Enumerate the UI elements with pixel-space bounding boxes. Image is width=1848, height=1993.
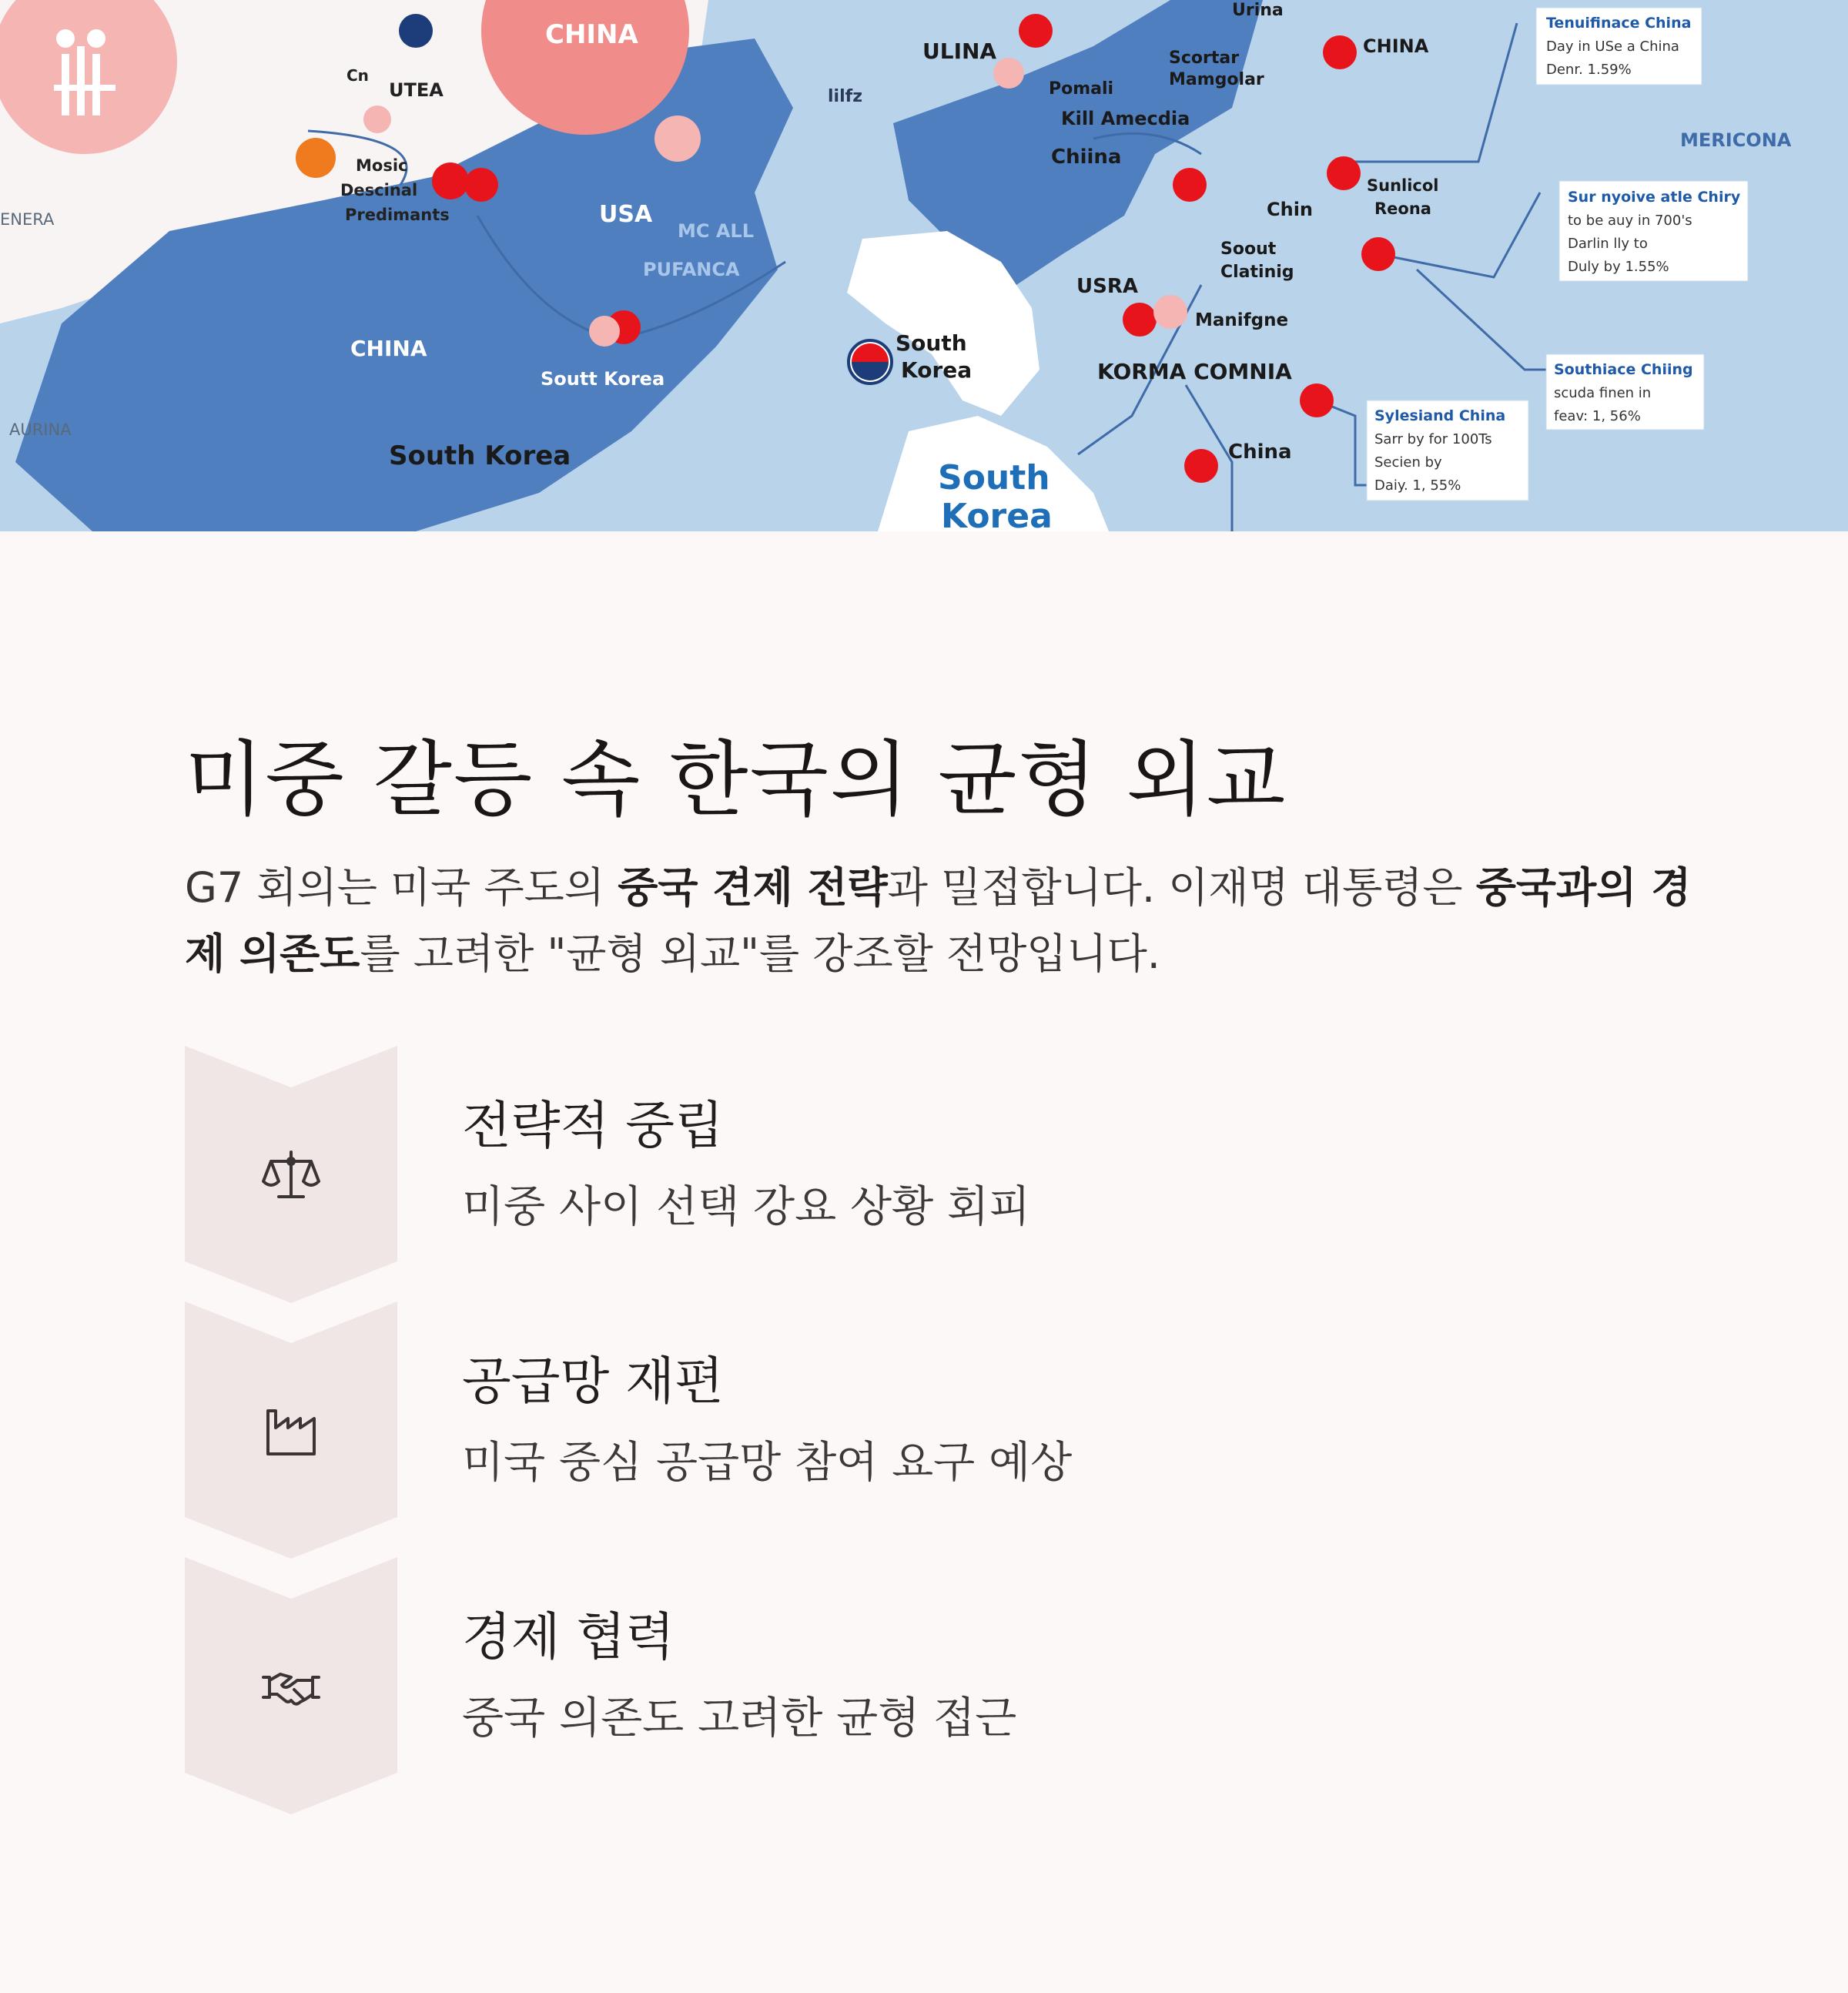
strategy-item-title: 전략적 중립 — [462, 1096, 724, 1155]
map-label-big-korea: Korea — [941, 497, 1053, 531]
map-label-kill-amecdia: Kill Amecdia — [1061, 108, 1190, 129]
map-label-clatinig: Clatinig — [1220, 263, 1294, 282]
chevron-badge — [185, 1557, 397, 1814]
map-label-south-korea-left: South Korea — [389, 440, 571, 471]
strategy-item-economic-cooperation — [185, 1557, 1694, 1814]
map-label-predimants: Predimants — [345, 206, 450, 224]
strategy-item-desc: 미국 중심 공급망 참여 요구 예상 — [462, 1438, 1073, 1488]
map-label-descinal: Descinal — [340, 181, 418, 199]
strategy-item-title: 공급망 재편 — [462, 1352, 724, 1411]
callout-1-line-2: Denr. 1.59% — [1546, 62, 1632, 78]
map-label-korea: Korea — [901, 357, 973, 383]
callout-3-line-1: scuda finen in — [1554, 385, 1652, 401]
map-label-usa: USA — [599, 201, 653, 228]
map-label-scortar: Scortar — [1169, 49, 1240, 68]
strategy-item-supply-chain — [185, 1301, 1694, 1559]
map-label-china-ne: CHINA — [1363, 35, 1429, 57]
map-callout-1 — [1536, 8, 1702, 85]
map-label-china-top: CHINA — [545, 19, 638, 50]
map-label-soutt-korea: Soutt Korea — [541, 368, 665, 390]
map-label-reona: Reona — [1374, 199, 1431, 218]
factory-icon — [260, 1400, 322, 1462]
callout-4-line-1: Sarr by for 100Ts — [1374, 431, 1492, 447]
map-label-pomali: Pomali — [1049, 79, 1114, 99]
map-label-manifgne: Manifgne — [1195, 310, 1289, 330]
strategy-item-desc: 중국 의존도 고려한 균형 접근 — [462, 1693, 1017, 1743]
callout-4-line-3: Daiy. 1, 55% — [1374, 477, 1461, 494]
strategy-item-desc: 미중 사이 선택 강요 상황 회피 — [462, 1182, 1031, 1232]
intro-text-2: 과 밀접합니다. 이재명 대통령은 — [887, 863, 1476, 912]
map-label-korma-comnia: KORMA COMNIA — [1097, 359, 1292, 384]
callout-3-line-2: feav: 1, 56% — [1554, 408, 1641, 424]
map-label-mc-all: MC ALL — [678, 220, 755, 242]
map-callout-4 — [1367, 400, 1528, 501]
callout-1-title: Tenuifinace China — [1546, 15, 1692, 32]
map-orange-dot — [296, 138, 336, 178]
callout-2-line-2: Darlin lly to — [1568, 236, 1648, 252]
map-label-cn: Cn — [346, 66, 369, 85]
map-label-china-left: CHINA — [350, 336, 427, 361]
intro-bold-1: 중국 견제 전략 — [618, 863, 888, 912]
callout-1-line-1: Day in USe a China — [1546, 39, 1679, 55]
map-label-chiina: Chiina — [1051, 146, 1122, 169]
chevron-badge — [185, 1046, 397, 1303]
callout-4-line-2: Secien by — [1374, 454, 1442, 471]
map-label-chin: Chin — [1267, 199, 1314, 220]
callout-2-line-1: to be auy in 700's — [1568, 213, 1692, 229]
callout-2-line-3: Duly by 1.55% — [1568, 259, 1669, 275]
map-label-mamgolar: Mamgolar — [1169, 70, 1264, 89]
intro-text-1: G7 회의는 미국 주도의 — [185, 863, 618, 912]
map-label-enera: ENERA — [0, 210, 55, 229]
map-label-lilfz: lilfz — [828, 87, 862, 106]
scale-icon — [260, 1144, 322, 1206]
intro-bold-2: 중국과의 경제 의존도 — [185, 863, 1692, 978]
strategy-item-title: 경제 협력 — [462, 1607, 675, 1666]
map-label-mericona: MERICONA — [1680, 129, 1792, 151]
callout-2-title: Sur nyoive atle Chiry — [1568, 189, 1741, 206]
map-label-big-south: South — [938, 458, 1050, 497]
page-title: 미중 갈등 속 한국의 균형 외교 — [185, 732, 1287, 827]
map-label-sunlicol: Sunlicol — [1367, 176, 1439, 195]
map-label-south: South — [896, 330, 967, 356]
intro-text-3: 를 고려한 "균형 외교"를 강조할 전망입니다. — [360, 930, 1160, 978]
map-label-ulina: ULINA — [922, 39, 997, 64]
map-label-aurina: AURINA — [9, 420, 72, 439]
map-label-usra: USRA — [1076, 275, 1138, 298]
map-korea-flag-marker — [849, 340, 892, 384]
map-label-mosic: Mosic — [356, 156, 408, 175]
hero-map-image — [0, 0, 1848, 531]
intro-paragraph — [185, 855, 1694, 987]
map-flag-dot — [399, 14, 433, 48]
map-label-urina: Urina — [1232, 1, 1284, 20]
handshake-icon — [260, 1656, 322, 1717]
chevron-badge — [185, 1301, 397, 1559]
callout-4-title: Sylesiand China — [1374, 407, 1506, 424]
map-callout-2 — [1559, 181, 1748, 281]
map-label-soout: Soout — [1220, 239, 1277, 259]
map-label-china-bottom: China — [1228, 440, 1292, 464]
strategy-item-neutrality — [185, 1046, 1694, 1303]
map-callout-3 — [1546, 354, 1704, 430]
callout-3-title: Southiace Chiing — [1554, 361, 1693, 378]
map-illustration — [0, 0, 1848, 531]
map-label-utea: UTEA — [389, 79, 444, 101]
map-label-pufanca: PUFANCA — [643, 259, 740, 280]
